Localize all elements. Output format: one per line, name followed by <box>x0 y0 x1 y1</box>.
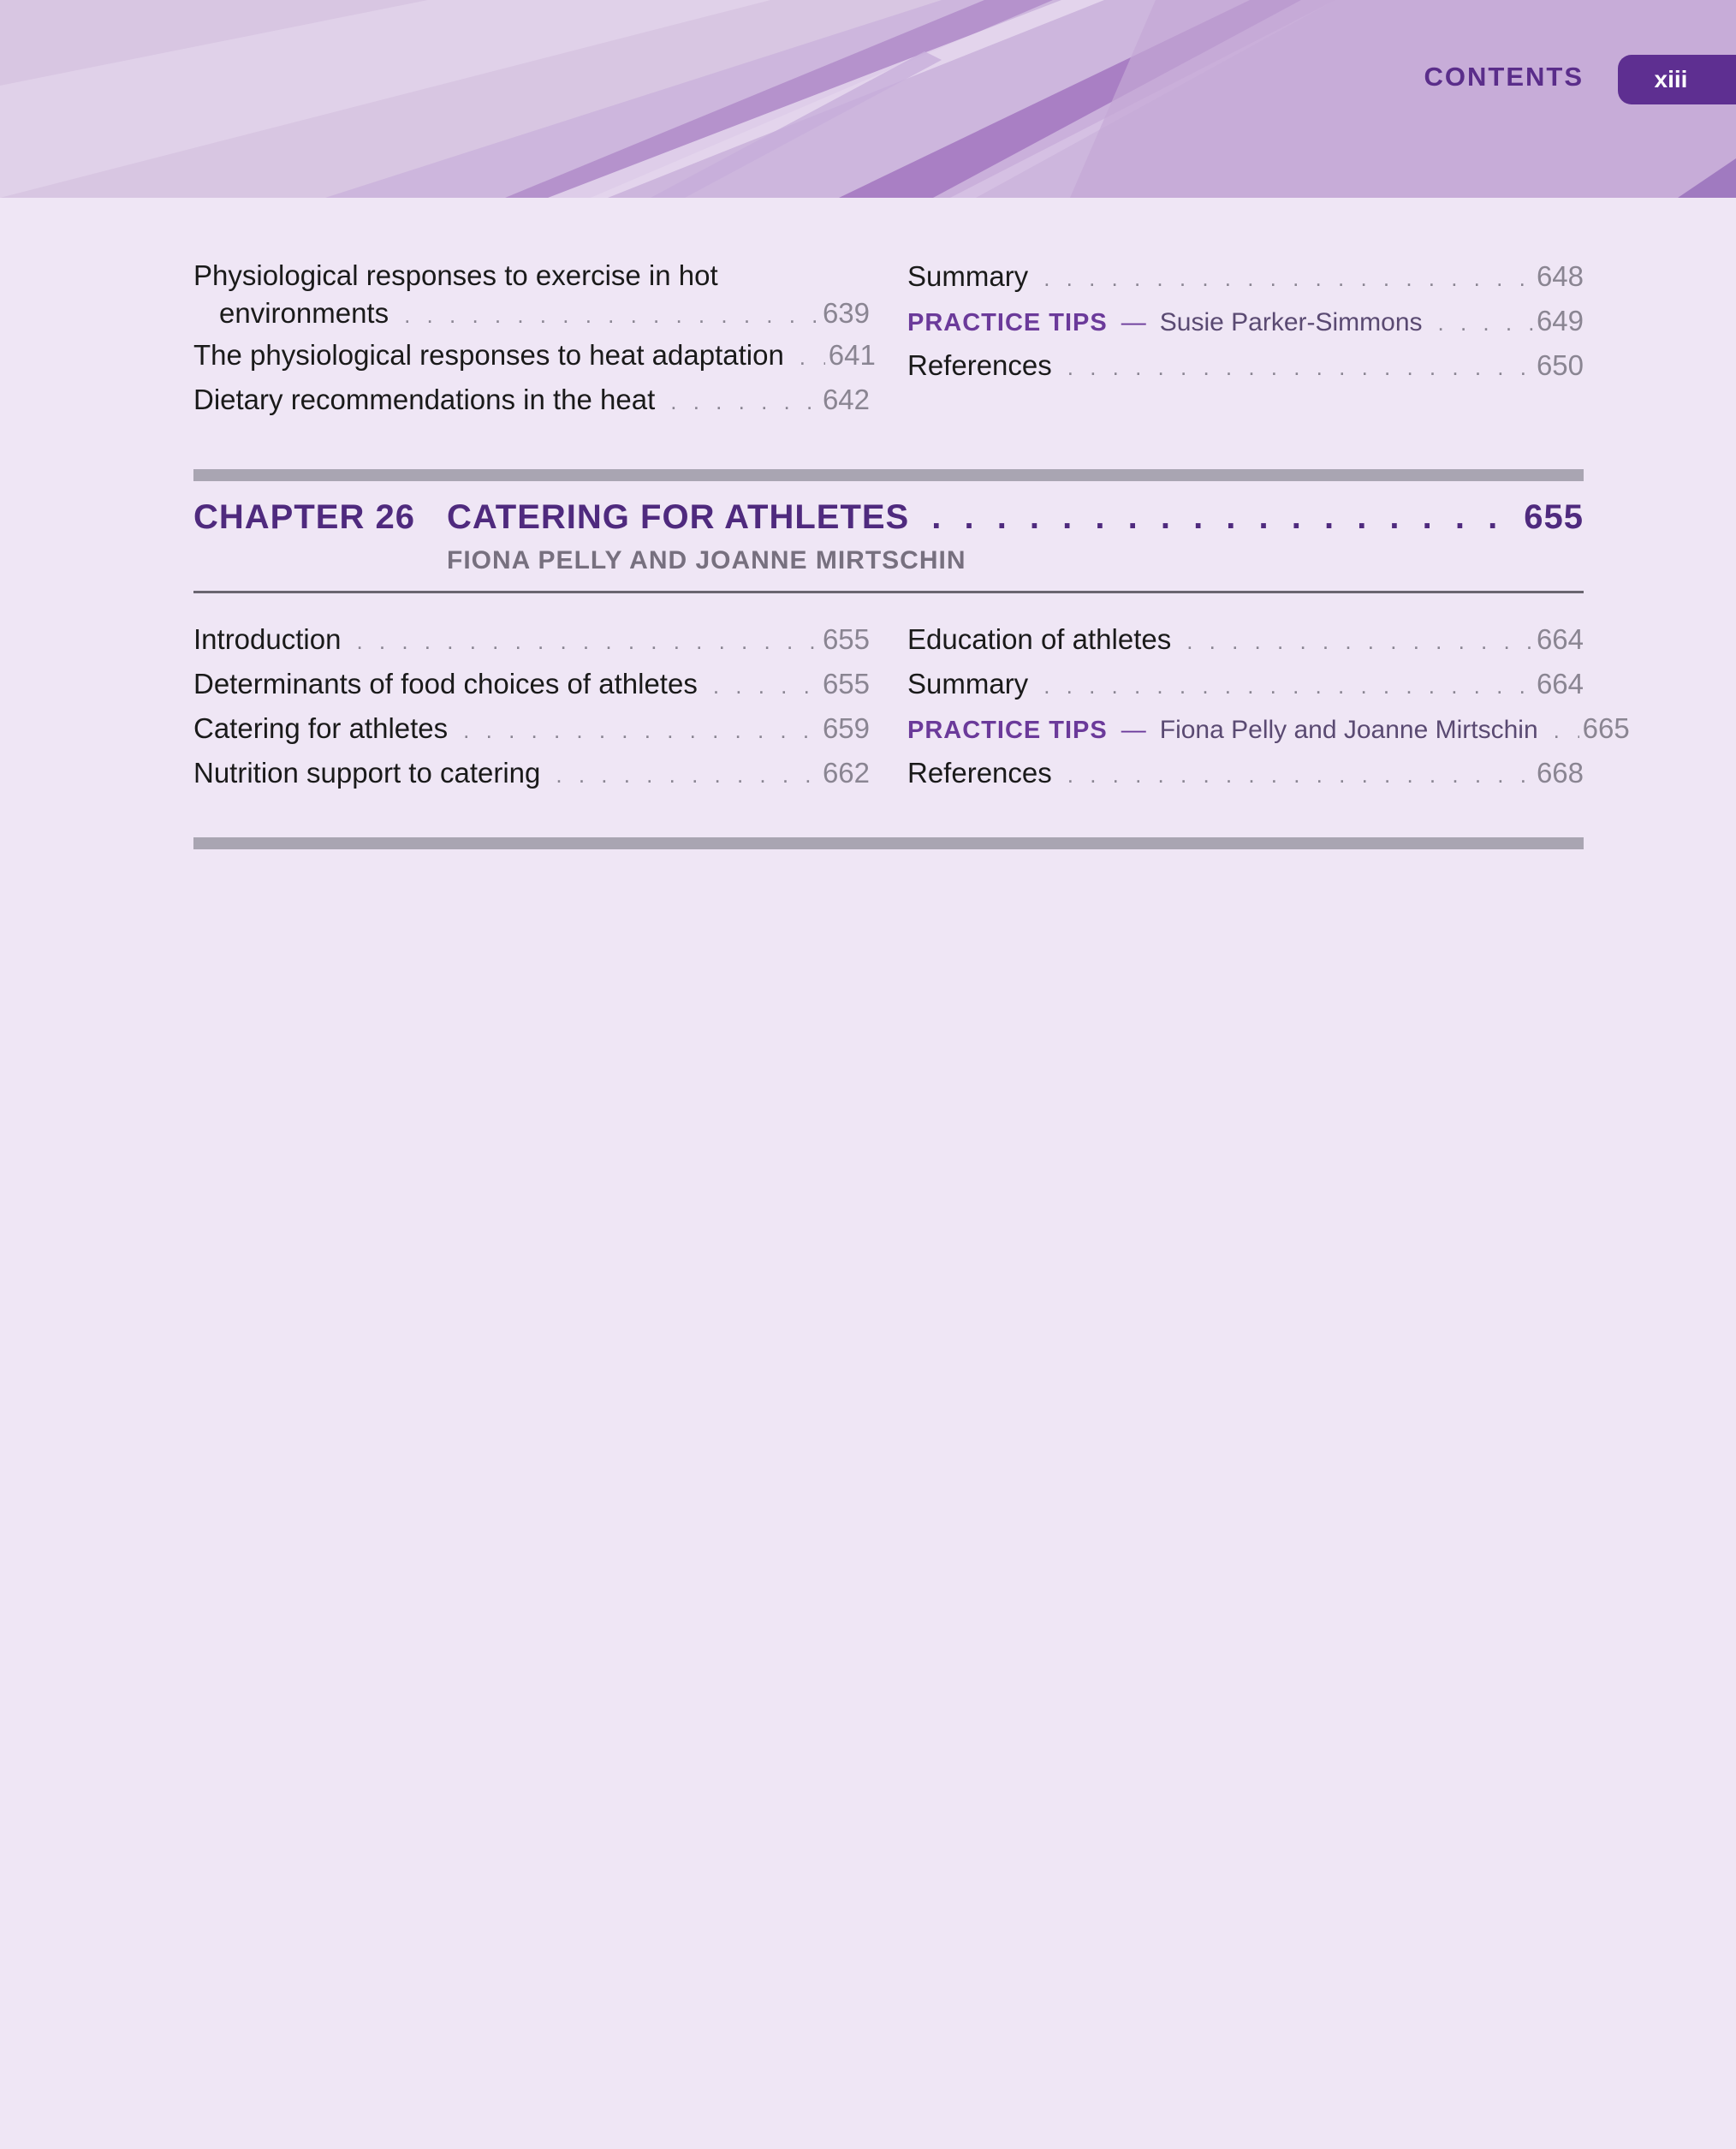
toc-entry[interactable] <box>193 752 870 796</box>
dot-leader <box>556 754 819 796</box>
toc-entry-page: 668 <box>1536 757 1584 789</box>
toc-entry[interactable] <box>907 752 1584 796</box>
toc-entry-page: 650 <box>1536 349 1584 381</box>
chapter-right-column <box>907 618 1630 796</box>
prev-left-column <box>193 257 876 423</box>
dot-leader <box>356 621 818 663</box>
toc-entry-page: 649 <box>1536 305 1584 336</box>
chapter-page: 655 <box>1524 498 1584 536</box>
toc-entry[interactable] <box>193 663 870 707</box>
dot-leader <box>463 710 819 752</box>
practice-tips-author: Fiona Pelly and Joanne Mirtschin <box>1159 716 1538 744</box>
toc-entry[interactable] <box>907 344 1584 389</box>
toc-entry[interactable] <box>907 663 1584 707</box>
practice-tips-entry[interactable] <box>907 300 1584 344</box>
toc-entry-label: Summary <box>907 668 1029 699</box>
toc-entry-page: 664 <box>1536 668 1584 699</box>
practice-tips-author: Susie Parker-Simmons <box>1159 308 1423 336</box>
dot-leader <box>800 336 825 378</box>
toc-entry-label: Introduction <box>193 623 342 655</box>
chapter-left-column <box>193 618 870 796</box>
toc-entry[interactable] <box>193 257 870 295</box>
toc-entry-page: 648 <box>1536 260 1584 292</box>
toc-entry-label: Determinants of food choices of athletes <box>193 668 698 699</box>
dot-leader <box>670 381 819 423</box>
page-number-tab: xiii <box>1618 55 1736 104</box>
chapter-top-rule <box>193 469 1584 481</box>
toc-entry-label: Nutrition support to catering <box>193 757 541 789</box>
practice-tips-label: PRACTICE TIPS <box>907 309 1108 336</box>
toc-entry-page: 659 <box>822 712 870 744</box>
em-dash: — <box>1121 717 1146 744</box>
toc-entry-label: Physiological responses to exercise in hot <box>193 259 718 291</box>
toc-entry-continued[interactable] <box>193 295 870 334</box>
chapter-number: CHAPTER 26 <box>193 498 415 536</box>
toc-entry-label: environments <box>219 297 389 329</box>
chapter-bottom-rule <box>193 837 1584 849</box>
toc-entry-page: 639 <box>822 297 870 329</box>
toc-entry-label: Education of athletes <box>907 623 1172 655</box>
dot-leader <box>713 665 819 707</box>
dot-leader <box>1043 258 1533 300</box>
dot-leader <box>931 498 1512 537</box>
header-banner <box>0 0 1736 198</box>
dot-leader <box>404 296 819 334</box>
toc-entry[interactable] <box>193 707 870 752</box>
toc-entry[interactable] <box>907 618 1584 663</box>
toc-entry-page: 642 <box>822 384 870 415</box>
toc-entry-label: References <box>907 349 1052 381</box>
chapter-title-row[interactable] <box>447 498 1584 537</box>
chapter-title: CATERING FOR ATHLETES <box>447 498 910 536</box>
practice-tips-entry[interactable] <box>907 707 1630 752</box>
prev-right-column <box>907 255 1584 389</box>
toc-entry-page: 662 <box>822 757 870 789</box>
dot-leader <box>1438 302 1533 344</box>
toc-entry[interactable] <box>193 378 870 423</box>
banner-graphic <box>0 0 1736 198</box>
toc-entry-page: 655 <box>822 668 870 699</box>
toc-entry-page: 641 <box>828 339 876 371</box>
toc-entry[interactable] <box>907 255 1584 300</box>
em-dash: — <box>1121 309 1146 336</box>
toc-entry-label: The physiological responses to heat adaptation <box>193 339 784 371</box>
chapter-authors: FIONA PELLY AND JOANNE MIRTSCHIN <box>447 546 966 574</box>
toc-entry[interactable] <box>193 618 870 663</box>
dot-leader <box>1043 665 1533 707</box>
toc-entry-label: Summary <box>907 260 1029 292</box>
running-head: CONTENTS <box>1424 62 1584 92</box>
chapter-divider <box>193 591 1584 593</box>
toc-entry-label: Dietary recommendations in the heat <box>193 384 656 415</box>
practice-tips-label: PRACTICE TIPS <box>907 717 1108 744</box>
toc-entry-page: 664 <box>1536 623 1584 655</box>
dot-leader <box>1067 347 1533 389</box>
dot-leader <box>1186 621 1533 663</box>
toc-entry-label: References <box>907 757 1052 789</box>
toc-entry[interactable] <box>193 334 876 378</box>
dot-leader <box>1067 754 1533 796</box>
toc-entry-page: 665 <box>1582 712 1630 744</box>
toc-entry-label: Catering for athletes <box>193 712 449 744</box>
dot-leader <box>1554 710 1579 752</box>
toc-entry-page: 655 <box>822 623 870 655</box>
